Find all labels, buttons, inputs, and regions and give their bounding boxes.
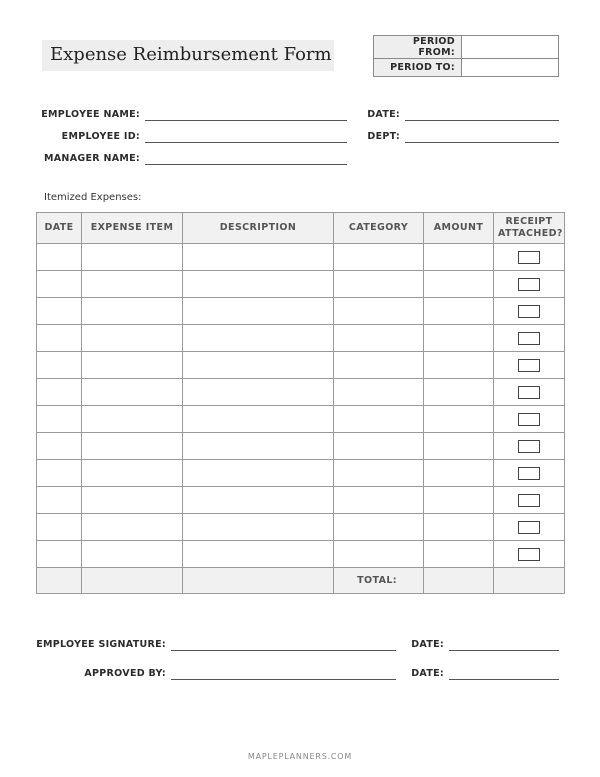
category-cell[interactable] [334,244,424,271]
period-to-field[interactable] [462,59,559,77]
amount-cell[interactable] [424,514,494,541]
amount-cell[interactable] [424,298,494,325]
receipt-checkbox[interactable] [518,359,540,372]
header-receipt-attached [494,213,565,244]
expense-item-cell[interactable] [82,460,183,487]
signature-date-field[interactable] [449,650,559,651]
expense-item-cell[interactable] [82,406,183,433]
table-row [37,514,565,541]
table-row [37,244,565,271]
category-cell[interactable] [334,487,424,514]
receipt-cell [494,460,565,487]
date-cell[interactable] [37,460,82,487]
header-receipt-attached-text: RECEIPT ATTACHED? [498,216,563,239]
table-row [37,487,565,514]
signature-date-label: DATE: [411,639,444,650]
header-date: DATE [37,213,82,244]
description-cell[interactable] [183,514,334,541]
category-cell[interactable] [334,460,424,487]
table-row [37,433,565,460]
receipt-checkbox[interactable] [518,440,540,453]
amount-cell[interactable] [424,325,494,352]
receipt-checkbox[interactable] [518,332,540,345]
amount-cell[interactable] [424,433,494,460]
description-cell[interactable] [183,325,334,352]
expense-item-cell[interactable] [82,379,183,406]
expense-item-cell[interactable] [82,244,183,271]
receipt-cell [494,325,565,352]
date-field[interactable] [405,120,559,121]
date-cell[interactable] [37,298,82,325]
expense-item-cell[interactable] [82,298,183,325]
date-cell[interactable] [37,514,82,541]
dept-label: DEPT: [367,131,400,142]
period-from-field[interactable] [462,36,559,59]
date-cell[interactable] [37,379,82,406]
receipt-checkbox[interactable] [518,305,540,318]
category-cell[interactable] [334,379,424,406]
total-row [37,568,565,594]
receipt-checkbox[interactable] [518,413,540,426]
period-box [373,35,559,77]
amount-cell[interactable] [424,460,494,487]
receipt-cell [494,433,565,460]
total-cell-empty [183,568,334,594]
description-cell[interactable] [183,487,334,514]
table-row [37,406,565,433]
amount-cell[interactable] [424,379,494,406]
amount-cell[interactable] [424,541,494,568]
category-cell[interactable] [334,433,424,460]
receipt-checkbox[interactable] [518,494,540,507]
period-from-label: PERIOD FROM: [374,36,462,59]
date-cell[interactable] [37,433,82,460]
expense-rows [37,244,565,568]
total-cell-empty [82,568,183,594]
approval-date-label: DATE: [411,668,444,679]
receipt-checkbox[interactable] [518,251,540,264]
description-cell[interactable] [183,460,334,487]
employee-signature-label: EMPLOYEE SIGNATURE: [36,639,166,650]
receipt-cell [494,244,565,271]
table-row [37,325,565,352]
date-cell[interactable] [37,244,82,271]
category-cell[interactable] [334,406,424,433]
category-cell[interactable] [334,352,424,379]
receipt-checkbox[interactable] [518,467,540,480]
description-cell[interactable] [183,244,334,271]
approval-date-field[interactable] [449,679,559,680]
table-row [37,379,565,406]
expense-item-cell[interactable] [82,271,183,298]
manager-name-label: MANAGER NAME: [44,153,140,164]
footer-brand: MAPLEPLANNERS.COM [247,752,353,761]
description-cell[interactable] [183,406,334,433]
description-cell[interactable] [183,379,334,406]
employee-id-field[interactable] [145,142,347,143]
description-cell[interactable] [183,271,334,298]
expense-item-cell[interactable] [82,487,183,514]
expense-item-cell[interactable] [82,514,183,541]
itemized-expenses-label: Itemized Expenses: [44,192,142,203]
amount-cell[interactable] [424,244,494,271]
total-cell-empty [494,568,565,594]
date-cell[interactable] [37,406,82,433]
category-cell[interactable] [334,325,424,352]
period-to-label: PERIOD TO: [374,59,462,77]
receipt-cell [494,379,565,406]
receipt-cell [494,298,565,325]
table-row [37,271,565,298]
receipt-cell [494,487,565,514]
expense-item-cell[interactable] [82,352,183,379]
receipt-checkbox[interactable] [518,386,540,399]
header-category: CATEGORY [334,213,424,244]
date-cell[interactable] [37,325,82,352]
description-cell[interactable] [183,433,334,460]
category-cell[interactable] [334,298,424,325]
receipt-checkbox[interactable] [518,548,540,561]
manager-name-field[interactable] [145,164,347,165]
header-expense-item: EXPENSE ITEM [82,213,183,244]
category-cell[interactable] [334,271,424,298]
description-cell[interactable] [183,298,334,325]
header-amount: AMOUNT [424,213,494,244]
category-cell[interactable] [334,514,424,541]
total-amount-field[interactable] [424,568,494,594]
expense-item-cell[interactable] [82,433,183,460]
approved-by-label: APPROVED BY: [84,668,166,679]
receipt-cell [494,352,565,379]
table-row [37,298,565,325]
approved-by-field[interactable] [171,679,396,680]
receipt-checkbox[interactable] [518,278,540,291]
expense-table [36,212,565,594]
date-cell[interactable] [37,541,82,568]
receipt-checkbox[interactable] [518,521,540,534]
employee-name-label: EMPLOYEE NAME: [41,109,140,120]
employee-name-field[interactable] [145,120,347,121]
receipt-cell [494,541,565,568]
total-label: TOTAL: [334,568,424,594]
date-cell[interactable] [37,352,82,379]
table-row [37,352,565,379]
amount-cell[interactable] [424,487,494,514]
receipt-cell [494,271,565,298]
amount-cell[interactable] [424,406,494,433]
expense-item-cell[interactable] [82,325,183,352]
total-cell-empty [37,568,82,594]
table-row [37,541,565,568]
table-row [37,460,565,487]
date-label: DATE: [367,109,400,120]
amount-cell[interactable] [424,271,494,298]
receipt-cell [494,514,565,541]
receipt-cell [494,406,565,433]
description-cell[interactable] [183,541,334,568]
date-cell[interactable] [37,487,82,514]
header-description: DESCRIPTION [183,213,334,244]
dept-field[interactable] [405,142,559,143]
employee-signature-field[interactable] [171,650,396,651]
description-cell[interactable] [183,352,334,379]
expense-item-cell[interactable] [82,541,183,568]
amount-cell[interactable] [424,352,494,379]
form-title: Expense Reimbursement Form [50,44,332,65]
employee-id-label: EMPLOYEE ID: [61,131,140,142]
category-cell[interactable] [334,541,424,568]
date-cell[interactable] [37,271,82,298]
